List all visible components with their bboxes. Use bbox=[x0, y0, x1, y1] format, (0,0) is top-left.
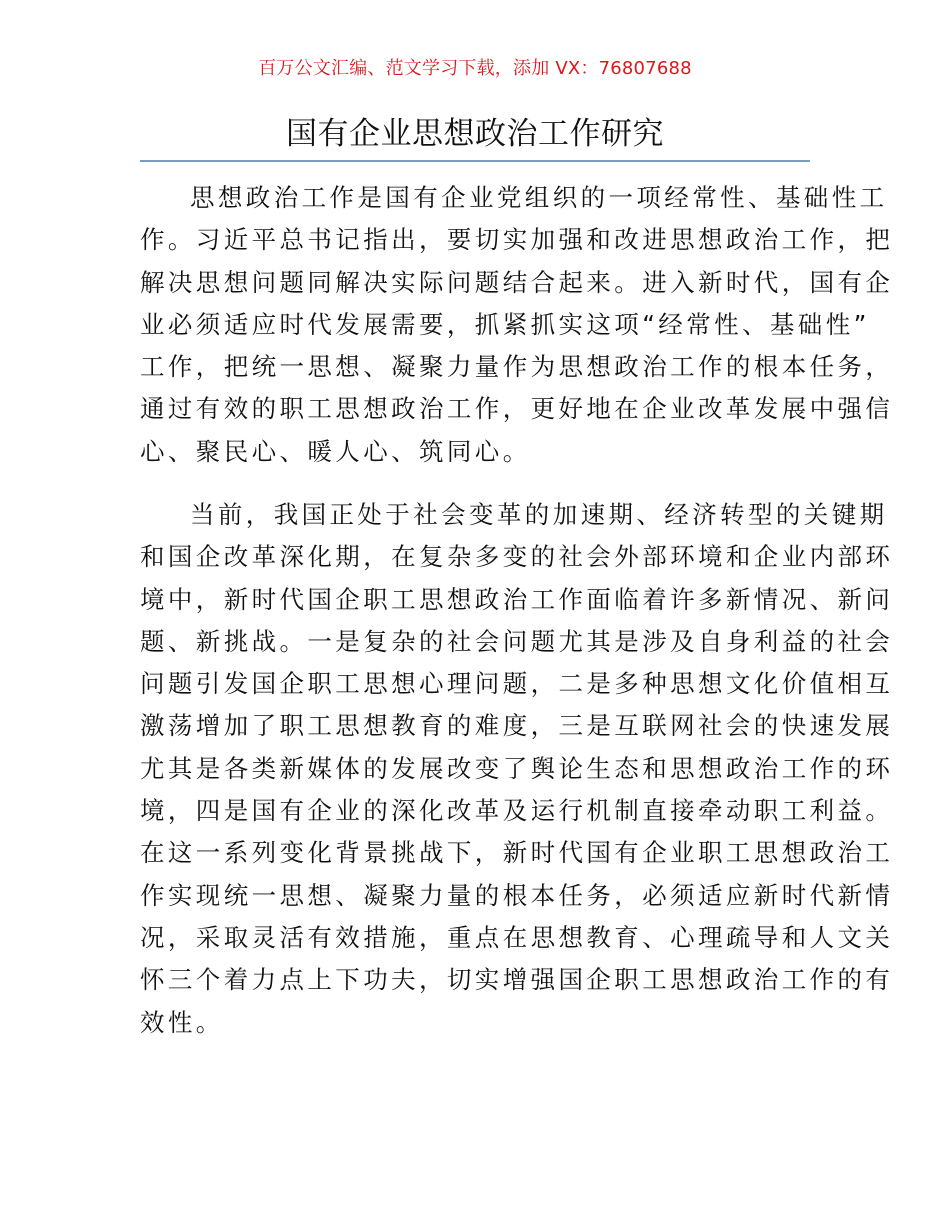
paragraph-line: 心、聚民心、暖人心、筑同心。 bbox=[140, 436, 531, 466]
paragraph-line: 业必须适应时代发展需要，抓紧抓实这项“经常性、基础性” bbox=[140, 309, 870, 339]
paragraph-2 bbox=[140, 494, 894, 1044]
paragraph-line: 在这一系列变化背景挑战下，新时代国有企业职工思想政治工 bbox=[140, 838, 894, 868]
paragraph-line: 作。习近平总书记指出，要切实加强和改进思想政治工作，把 bbox=[140, 225, 894, 255]
paragraph-1 bbox=[140, 177, 894, 473]
paragraph-line: 境中，新时代国企职工思想政治工作面临着许多新情况、新问 bbox=[140, 584, 894, 614]
paragraph-line: 激荡增加了职工思想教育的难度，三是互联网社会的快速发展 bbox=[140, 711, 894, 741]
title-divider bbox=[140, 160, 810, 162]
paragraph-line: 解决思想问题同解决实际问题结合起来。进入新时代，国有企 bbox=[140, 267, 894, 297]
paragraph-line: 怀三个着力点上下功夫，切实增强国企职工思想政治工作的有 bbox=[140, 965, 894, 995]
paragraph-line: 题、新挑战。一是复杂的社会问题尤其是涉及自身利益的社会 bbox=[140, 626, 894, 656]
paragraph-line: 和国企改革深化期，在复杂多变的社会外部环境和企业内部环 bbox=[140, 542, 894, 572]
paragraph-line: 工作，把统一思想、凝聚力量作为思想政治工作的根本任务， bbox=[140, 352, 894, 382]
paragraph-line: 通过有效的职工思想政治工作，更好地在企业改革发展中强信 bbox=[140, 394, 894, 424]
paragraph-line: 尤其是各类新媒体的发展改变了舆论生态和思想政治工作的环 bbox=[140, 753, 894, 783]
paragraph-line: 况，采取灵活有效措施，重点在思想教育、心理疏导和人文关 bbox=[140, 922, 894, 952]
paragraph-line: 当前，我国正处于社会变革的加速期、经济转型的关键期 bbox=[190, 500, 888, 529]
paragraph-line: 思想政治工作是国有企业党组织的一项经常性、基础性工 bbox=[190, 183, 888, 212]
header-watermark-note: 百万公文汇编、范文学习下载，添加 VX：76807688 bbox=[258, 58, 692, 79]
paragraph-line: 问题引发国企职工思想心理问题，二是多种思想文化价值相互 bbox=[140, 669, 894, 699]
paragraph-line: 作实现统一思想、凝聚力量的根本任务，必须适应新时代新情 bbox=[140, 880, 894, 910]
paragraph-line: 效性。 bbox=[140, 1007, 224, 1037]
document-title: 国有企业思想政治工作研究 bbox=[286, 116, 664, 152]
paragraph-line: 境，四是国有企业的深化改革及运行机制直接牵动职工利益。 bbox=[140, 796, 894, 826]
